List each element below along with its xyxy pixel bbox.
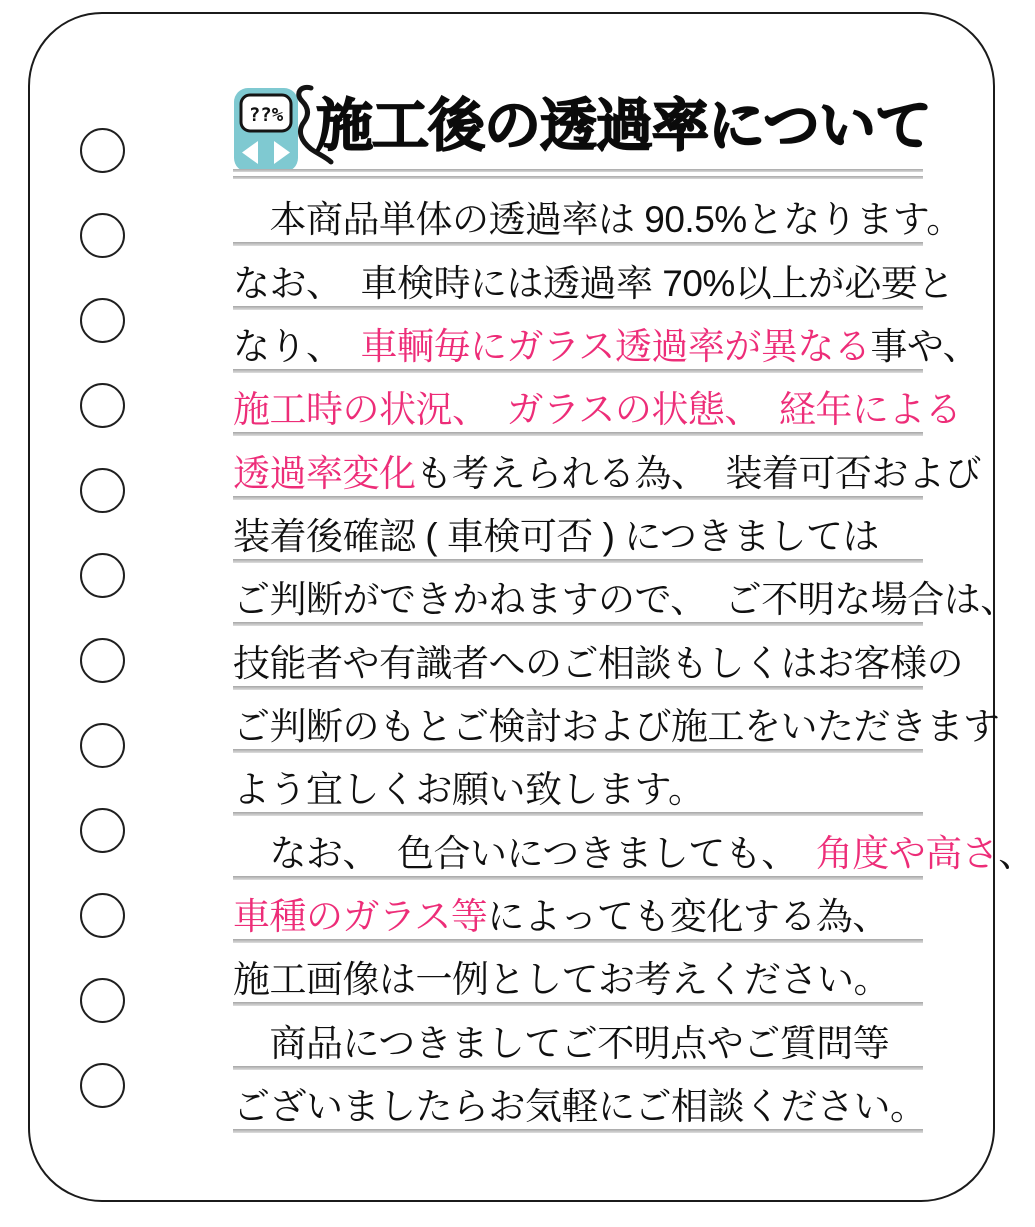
- text-segment: なり、: [233, 326, 361, 368]
- binder-hole: [80, 723, 125, 768]
- text-line: [233, 500, 923, 563]
- text-line: [233, 310, 980, 373]
- text-segment: よう宜しくお願い致します。: [233, 769, 705, 811]
- binder-hole: [80, 383, 125, 428]
- text-line: [233, 690, 1000, 753]
- text-segment: ご判断ができかねますので、 ご不明な場合は、: [233, 579, 1017, 621]
- binder-hole: [80, 213, 125, 258]
- text-segment: 事や、: [870, 326, 980, 368]
- binder-hole: [80, 468, 125, 513]
- text-segment: 本商品単体の透過率は 90.5%となります。: [233, 199, 963, 241]
- text-segment: ご判断のもとご検討および施工をいただきます: [233, 706, 1000, 748]
- text-segment: も考えられる為、 装着可否および: [415, 452, 981, 494]
- body-lines: [233, 183, 1035, 1133]
- text-segment: なお、 車検時には透過率 70%以上が必要と: [233, 262, 954, 304]
- text-line: [233, 880, 923, 943]
- text-line: [233, 816, 1035, 879]
- text-segment: 技能者や有識者へのご相談もしくはお客様の: [233, 642, 963, 684]
- binder-hole: [80, 638, 125, 683]
- text-line: [233, 436, 981, 499]
- text-segment: なお、 色合いにつきましても、: [233, 832, 816, 874]
- highlighted-text-segment: 角度や高さ: [815, 832, 999, 874]
- text-segment: 商品につきましてご不明点やご質問等: [233, 1022, 890, 1064]
- highlighted-text-segment: 車輌毎にガラス透過率が異なる: [360, 326, 871, 368]
- text-segment: ございましたらお気軽にご相談ください。: [233, 1086, 927, 1128]
- text-line: [233, 753, 923, 816]
- binder-hole: [80, 298, 125, 343]
- title-divider: [233, 169, 923, 180]
- page-title: 施工後の透過率について: [316, 94, 931, 158]
- notebook-sheet: [28, 12, 1035, 1202]
- text-line: [233, 183, 963, 246]
- text-line: [233, 626, 963, 689]
- text-line: [233, 1006, 923, 1069]
- text-segment: 、: [998, 832, 1035, 874]
- binder-hole: [80, 808, 125, 853]
- binder-hole: [80, 1063, 125, 1108]
- text-line: [233, 373, 962, 436]
- meter-screen-text: ??%: [248, 104, 284, 126]
- text-segment: 装着後確認 ( 車検可否 ) につきましては: [233, 516, 880, 558]
- binder-hole: [80, 128, 125, 173]
- text-line: [233, 246, 954, 309]
- text-line: [233, 1070, 927, 1133]
- highlighted-text-segment: 施工時の状況、 ガラスの状態、 経年による: [233, 389, 962, 431]
- highlighted-text-segment: 透過率変化: [233, 452, 416, 494]
- binder-hole: [80, 893, 125, 938]
- text-line: [233, 943, 923, 1006]
- binder-hole: [80, 553, 125, 598]
- text-segment: 施工画像は一例としてお考えください。: [233, 959, 890, 1001]
- text-segment: によっても変化する為、: [487, 896, 889, 938]
- highlighted-text-segment: 車種のガラス等: [233, 896, 488, 938]
- binder-hole: [80, 978, 125, 1023]
- text-line: [233, 563, 1017, 626]
